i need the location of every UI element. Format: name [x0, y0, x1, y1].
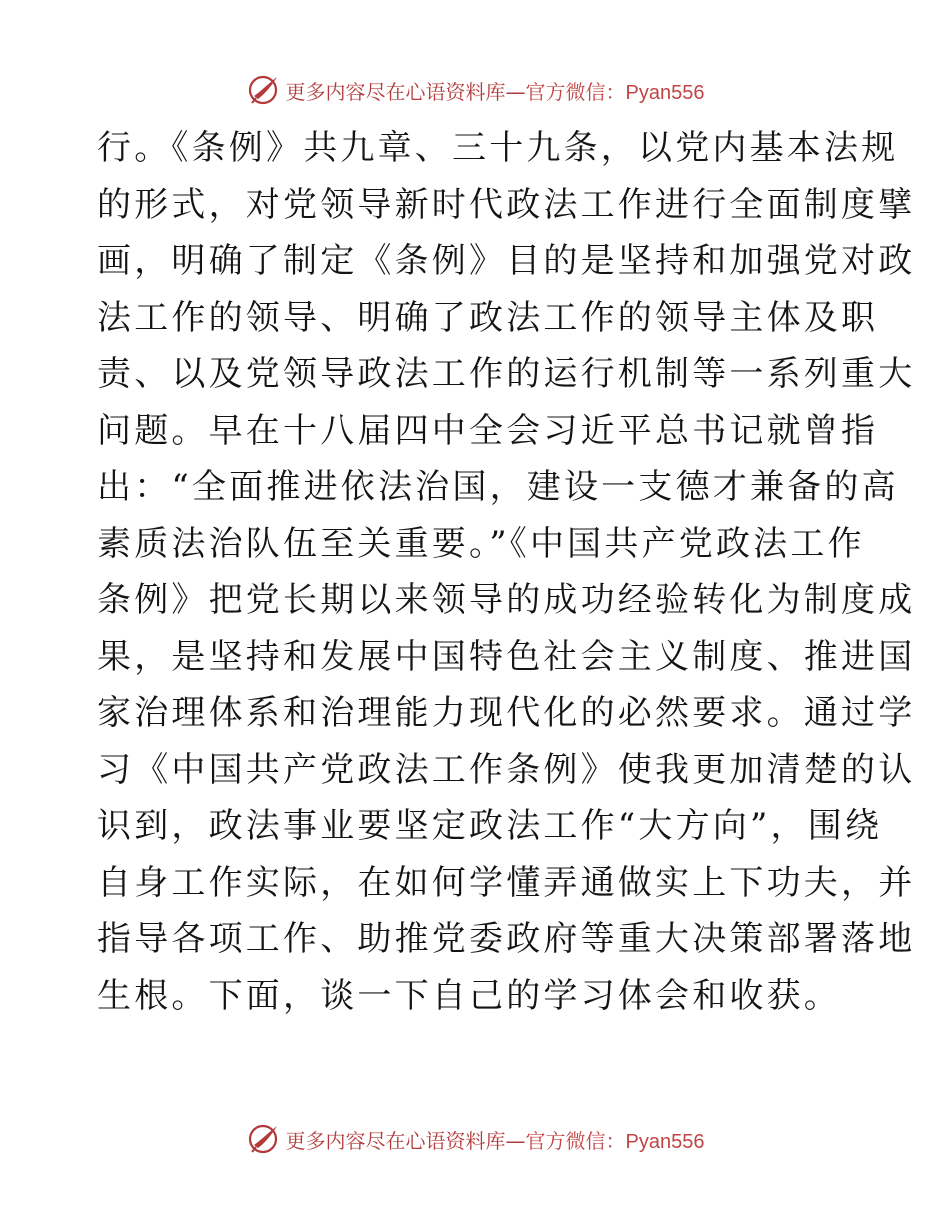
footer-promo-text: 更多内容尽在心语资料库 [285, 1128, 506, 1153]
paragraph-line: 指导各项工作、助推党委政府等重大决策部署落地 [97, 919, 916, 959]
paragraph-line: 的形式，对党领导新时代政法工作进行全面制度擘 [97, 184, 916, 225]
document-body [97, 120, 916, 1024]
quill-logo-icon [246, 72, 282, 108]
footer-banner-text [286, 1125, 705, 1154]
paragraph-line: 自身工作实际，在如何学懂弄通做实上下功夫，并 [97, 862, 916, 903]
paragraph-line: 识到，政法事业要坚定政法工作“大方向”，围绕 [97, 806, 883, 846]
paragraph-line: 家治理体系和治理能力现代化的必然要求。通过学 [97, 693, 916, 733]
paragraph-line: 责、以及党领导政法工作的运行机制等一系列重大 [97, 354, 916, 394]
paragraph-line: 画，明确了制定《条例》目的是坚持和加强党对政 [97, 241, 916, 281]
footer-separator: — [505, 1128, 526, 1153]
header-separator: — [505, 79, 526, 104]
paragraph-line: 生根。下面，谈一下自己的学习体会和收获。 [97, 975, 841, 1016]
quill-logo-icon [246, 1121, 282, 1157]
header-contact-text: 官方微信：Pyan556 [525, 81, 705, 104]
paragraph-line: 习《中国共产党政法工作条例》使我更加清楚的认 [97, 749, 916, 790]
paragraph-line: 行。《条例》共九章、三十九条，以党内基本法规 [97, 128, 899, 168]
paragraph-line: 条例》把党长期以来领导的成功经验转化为制度成 [97, 580, 916, 620]
paragraph-line: 法工作的领导、明确了政法工作的领导主体及职 [97, 297, 879, 338]
header-banner [0, 70, 950, 110]
header-promo-text: 更多内容尽在心语资料库 [285, 79, 506, 104]
footer-banner [0, 1119, 950, 1159]
paragraph-line: 问题。早在十八届四中全会习近平总书记就曾指 [97, 410, 879, 451]
header-banner-text [286, 76, 705, 105]
footer-contact-text: 官方微信：Pyan556 [525, 1130, 705, 1153]
paragraph-line: 出：“全面推进依法治国，建设一支德才兼备的高 [97, 467, 899, 507]
paragraph-line: 果，是坚持和发展中国特色社会主义制度、推进国 [97, 636, 916, 677]
paragraph-line: 素质法治队伍至关重要。”《中国共产党政法工作 [97, 523, 865, 564]
